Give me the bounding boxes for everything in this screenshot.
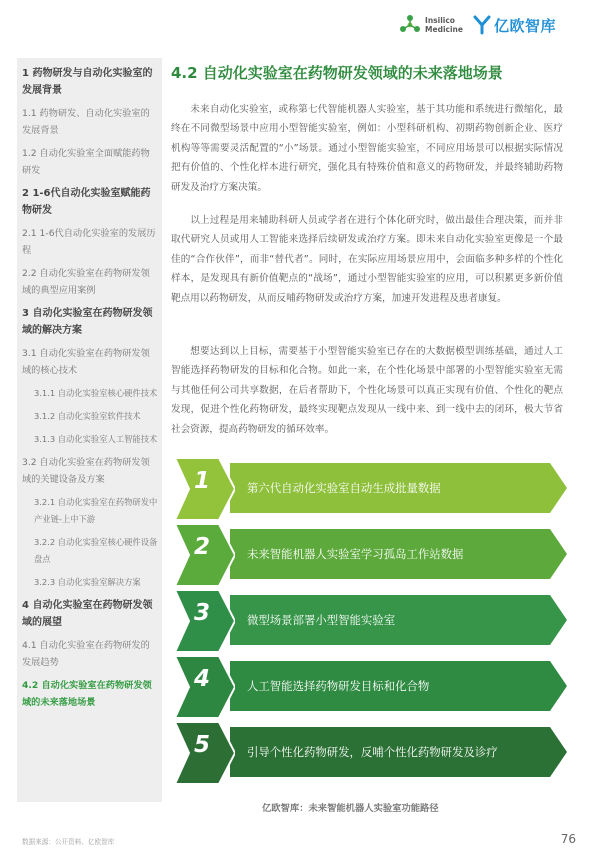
step-bar <box>230 529 567 579</box>
step-number: 2 <box>193 534 210 560</box>
step-label: 引导个性化药物研发，反哺个性化药物研发及诊疗 <box>247 745 498 759</box>
step-bar <box>230 661 567 711</box>
toc-item[interactable]: 2 1-6代自动化实验室赋能药物研发 <box>22 188 151 216</box>
step-row <box>175 524 567 586</box>
toc-item[interactable]: 3 自动化实验室在药物研发领域的解决方案 <box>22 308 153 336</box>
yiou-logo-text: 亿欧智库 <box>493 16 556 35</box>
step-chevron <box>175 656 235 718</box>
figure-caption: 亿欧智库：未来智能机器人实验室功能路径 <box>262 803 439 814</box>
insilico-molecule-icon <box>399 14 421 36</box>
step-row <box>175 656 567 718</box>
step-row <box>175 458 567 520</box>
insilico-logo-line2: Medicine <box>425 25 463 34</box>
step-label: 第六代自动化实验室自动生成批量数据 <box>247 481 441 495</box>
table-of-contents <box>17 58 162 802</box>
body-paragraph-3: 想要达到以上目标，需要基于小型智能实验室已存在的大数据模型训练基础，通过人工智能选择药物研发的目标和化合物。如此一来，在个性化场景中部署的小型智能实验室无需与其他任何公司共享数据，在后者帮助下，个性化场景可以真正实现有价值、个性化的靶点发现，促进个性化药物研发，最终实现靶点发现从一线中来、到一线中去的闭环，极大节省社会资源，提高药物研发的循环效率。 <box>171 346 563 435</box>
step-number: 5 <box>193 732 210 758</box>
step-number: 4 <box>193 666 210 692</box>
toc-item[interactable]: 1.1 药物研发、自动化实验室的发展背景 <box>22 108 150 136</box>
toc-item[interactable]: 3.2.3 自动化实验室解决方案 <box>34 577 141 587</box>
toc-item[interactable]: 4.2 自动化实验室在药物研发领域的未来落地场景 <box>22 680 152 708</box>
toc-item[interactable]: 4.1 自动化实验室在药物研发的发展趋势 <box>22 640 150 668</box>
data-source: 数据来源：公开资料、亿欧智库 <box>22 838 115 846</box>
toc-item[interactable]: 2.1 1-6代自动化实验室的发展历程 <box>22 228 156 256</box>
step-chevron <box>175 458 235 520</box>
toc-item[interactable]: 3.2 自动化实验室在药物研发领域的关键设备及方案 <box>22 457 150 485</box>
toc-item[interactable]: 4 自动化实验室在药物研发领域的展望 <box>22 600 153 628</box>
yiou-y-icon <box>473 15 491 35</box>
toc-item[interactable]: 3.1.2 自动化实验室软件技术 <box>34 411 141 421</box>
step-bar <box>230 595 567 645</box>
step-chevron <box>175 524 235 586</box>
step-number: 3 <box>193 600 210 626</box>
header-logos <box>399 14 556 36</box>
toc-item[interactable]: 2.2 自动化实验室在药物研发领域的典型应用案例 <box>22 268 150 296</box>
step-chevron <box>175 590 235 652</box>
insilico-logo <box>399 14 463 36</box>
toc-item[interactable]: 1 药物研发与自动化实验室的发展背景 <box>22 68 153 96</box>
body-paragraph-2: 以上过程是用来辅助科研人员或学者在进行个体化研究时，做出最佳合理决策，而并非取代研究人员或用人工智能来选择后续研发或治疗方案。即未来自动化实验室更像是一个最佳的“合作伙伴”，而非“替代者”。同时，在实际应用场景应用中，会面临多种多样的个性化样本，是发现具有新价值靶点的“战场”，通过小型智能实验室的应用，可以积累更多新价值靶点用以药物研发，从而反哺药物研发或治疗方案，加速开发进程及患者康复。 <box>171 215 563 304</box>
insilico-logo-line1: Insilico <box>425 16 455 25</box>
step-row <box>175 722 567 784</box>
step-number: 1 <box>193 468 210 494</box>
step-bar <box>230 727 567 777</box>
toc-item[interactable]: 3.1.3 自动化实验室人工智能技术 <box>34 434 158 444</box>
toc-item[interactable]: 1.2 自动化实验室全面赋能药物研发 <box>22 148 150 176</box>
yiou-logo <box>473 15 556 36</box>
toc-item[interactable]: 3.1.1 自动化实验室核心硬件技术 <box>34 388 158 398</box>
step-label: 人工智能选择药物研发目标和化合物 <box>247 679 430 693</box>
section-title: 4.2 自动化实验室在药物研发领域的未来落地场景 <box>171 64 503 82</box>
page-number: 76 <box>560 832 576 846</box>
step-row <box>175 590 567 652</box>
toc-item[interactable]: 3.1 自动化实验室在药物研发领域的核心技术 <box>22 348 150 376</box>
toc-item[interactable]: 3.2.1 自动化实验室在药物研发中产业链-上中下游 <box>34 497 158 524</box>
function-path-diagram <box>175 458 567 788</box>
body-paragraph-1: 未来自动化实验室，或称第七代智能机器人实验室，基于其功能和系统进行微缩化，最终在不同微型场景中应用小型智能实验室，例如：小型科研机构、初期药物创新企业、医疗机构等等需要灵活配置的“小”场景。通过小型智能实验室，不同应用场景可以根据实际情况把有价值的、个性化样本进行研究，强化具有特殊价值和意义的药物研发，并最终辅助药物研发及治疗方案决策。 <box>171 104 563 193</box>
step-chevron <box>175 722 235 784</box>
toc-item[interactable]: 3.2.2 自动化实验室核心硬件设备盘点 <box>34 537 158 564</box>
step-label: 未来智能机器人实验室学习孤岛工作站数据 <box>247 547 464 561</box>
step-label: 微型场景部署小型智能实验室 <box>247 613 396 627</box>
step-bar <box>230 463 567 513</box>
